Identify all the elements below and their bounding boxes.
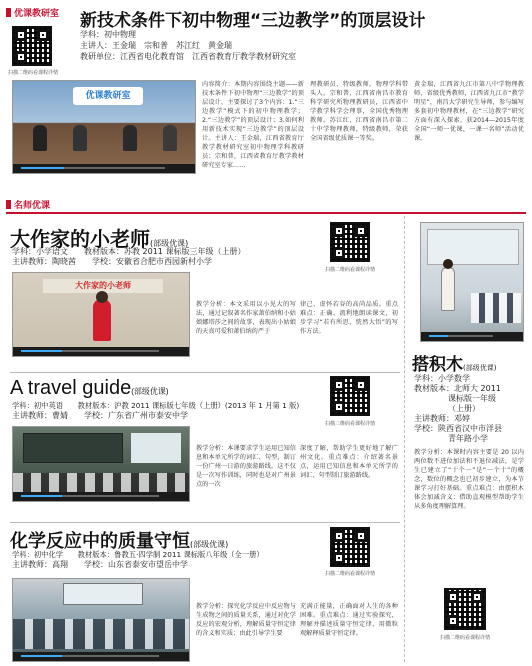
lesson-body-1: 教学分析：本课要求学生运用已知信息和本单元所学的词汇、句型，制订一份广州一日游的旅游路线。这不仅是一次写作训练，同时也是对广州景点的一次 <box>196 445 296 488</box>
article-subject: 学科：初中物理 <box>80 30 136 39</box>
qr-caption: 扫描二维码看课程详情 <box>439 635 490 641</box>
video-thumbnail-jiaoyanshi[interactable] <box>12 80 196 174</box>
lesson-divider <box>10 372 400 373</box>
video-banner-text: 优课教研室 <box>85 91 131 101</box>
lesson-body-1: 教学分析：本文采用以小见大的写法，通过记叙著名作家萧伯纳和小姑娘娜塔莎之间的故事，表现出小姑娘的天真可爱和萧伯纳的严于 <box>196 301 296 335</box>
qr-code[interactable] <box>330 222 370 262</box>
lesson-title-text: 化学反应中的质量守恒 <box>10 531 190 552</box>
lesson-body-2: 深度了解，帮助学生更好地了解广州文化。重点难点：介绍著名景点，运用已知信息和本单元所学的词汇、句型制订旅游路线。 <box>300 445 398 479</box>
lesson-badge: (部级优课) <box>150 239 189 248</box>
qr-code[interactable] <box>330 527 370 567</box>
qr-code[interactable] <box>330 376 370 416</box>
video-player-bar[interactable] <box>13 492 189 501</box>
qr-code[interactable] <box>444 588 486 630</box>
video-player-bar[interactable] <box>13 652 189 661</box>
teacher-head <box>443 259 453 269</box>
lab-screen <box>63 583 143 605</box>
lesson-meta-1: 学科：初中化学 教材版本：鲁教五·四学制 2011 课标版八年级（全一册） <box>12 550 264 559</box>
lesson-meta-1: 学科：小学数学 <box>414 374 470 383</box>
video-player-bar[interactable] <box>13 164 195 173</box>
board-text: 大作家的小老师 <box>43 279 163 293</box>
lesson-title-dajimu <box>412 350 496 375</box>
section-tag-label: 优课教研室 <box>14 9 60 19</box>
lesson-title-text: 搭积木 <box>412 355 463 375</box>
lesson-meta-2: 主讲教师：曹婧 学校：广东省广州市泰安中学 <box>12 411 188 420</box>
presenter-figure <box>73 125 87 151</box>
video-thumbnail-dajimu[interactable] <box>420 222 524 342</box>
video-player-bar[interactable] <box>13 347 189 356</box>
lesson-meta-2: 教材版本：北师大 2011 <box>414 384 501 393</box>
article-hosts: 主讲人：王金瑞 宗和普 苏江红 黄金瑞 <box>80 41 232 50</box>
video-banner <box>73 87 143 105</box>
lesson-meta-2: 主讲教师：高翔 学校：山东省泰安市望岳中学 <box>12 560 188 569</box>
video-player-bar[interactable] <box>421 332 523 341</box>
article-unit: 教研单位：江西省电化教育馆 江西省教育厅教学教材研究室 <box>80 52 296 61</box>
qr-caption: 扫描二维码看课程详情 <box>8 70 59 76</box>
section-tag-label: 名师优课 <box>14 201 51 211</box>
qr-caption: 扫描二维码看课程详情 <box>324 421 375 427</box>
lesson-meta-1: 学科：小学语文 教材版本：苏教 2011 课标版三年级（上册） <box>12 247 246 256</box>
lesson-title-text: 大作家的小老师 <box>10 227 150 251</box>
article-body-col2: 理教研员，特级教师，物理学科带头人。宗和普，江西省南昌市教育科学研究所物理教研员，江西省中学教学科学会理事，全国优秀物理教师。苏江红，江西省南昌市第二十中学物理教师，特级教师，荣获全国省级优质课一等奖。 <box>310 81 408 142</box>
lesson-badge: (部级优课) <box>190 540 229 549</box>
lesson-title-text: A travel guide <box>10 377 132 399</box>
lesson-meta-2: 主讲教师：陶晓茜 学校：安徽省合肥市西园新村小学 <box>12 257 212 266</box>
section-tag-mingshi-youke <box>6 198 526 211</box>
lesson-meta-6: 学校：陕西省汉中市洋县 <box>414 424 502 433</box>
screen <box>131 433 181 463</box>
teacher-head <box>96 291 108 303</box>
lesson-divider <box>10 522 400 523</box>
lesson-title-travel-guide <box>10 377 169 400</box>
lesson-meta-3: 课标版一年级 <box>448 394 496 403</box>
qr-caption: 扫描二维码看课程详情 <box>324 571 375 577</box>
presenter-figure <box>163 125 177 151</box>
video-thumbnail-travel-guide[interactable] <box>12 426 190 502</box>
classroom-board <box>427 229 519 265</box>
presenter-figure <box>123 125 137 151</box>
presenter-figure <box>33 125 47 151</box>
lesson-body-1: 教学分析：探究化学反应中反应物与生成物之间的质量关系，通过对化学反应的宏观分析，理解质量守恒定律的含义和实质；由此引导学生要 <box>196 603 296 637</box>
student-row <box>13 619 190 649</box>
lesson-meta-1: 学科：初中英语 教材版本：沪教 2011 课标版七年级（上册）(2013 年 1 月第 1 版) <box>12 401 300 410</box>
column-divider <box>404 216 405 662</box>
section-marker <box>6 200 11 209</box>
lesson-body-2: 充满正能量，正确面对人生的各种困难。重点难点：通过实验探究，理解并描述质量守恒定律，用微粒观解释质量守恒定律。 <box>300 603 398 637</box>
video-thumbnail-dazuojia[interactable] <box>12 272 190 357</box>
qr-code[interactable] <box>12 26 52 66</box>
teacher-figure <box>441 267 455 311</box>
section-marker <box>6 8 11 17</box>
lesson-badge: (部级优课) <box>463 364 497 372</box>
qr-caption: 扫描二维码看课程详情 <box>324 267 375 273</box>
lesson-meta-7: 青年路小学 <box>448 434 488 443</box>
lesson-badge: (部级优课) <box>131 387 169 396</box>
article-body-col1: 内容简介：本期内容围绕主题——新技术条件下初中物理“三边教学”的顶层设计，主要探讨了3个内容：1.“三边教学”模式下的初中物理教学；2.“三边教学”的顶层设计；3.如何利用新技术实现“三边教学”的顶层设计。主讲人：王金瑞，江西省教育厅教学教材研究室初中物理学科教研员；宗和普，江西省教育厅教学教材研究室专家…… <box>202 81 304 169</box>
video-thumbnail-zhiliang[interactable] <box>12 578 190 662</box>
lesson-meta-4: （上册） <box>448 404 480 413</box>
lesson-body-2: 律己、虚怀若谷的高尚品质。重点难点：正确、流利地朗读课文，初步学习“若有所思、恍然大悟”的写作方法。 <box>300 301 398 335</box>
lesson-meta-5: 主讲教师：邓婷 <box>414 414 470 423</box>
article-body-col3: 黄金瑞，江西省九江市第八中学物理教师，省级优秀教师，江西省九江市“教学明星”，南昌大学研究生导师，参与编写多套初中物理教材，在“三边教学”研究方面有深入探索，获2014—2015年度全国“一师一优课、一课一名师”活动优课。 <box>414 81 524 142</box>
section-rule <box>6 212 526 214</box>
student-group <box>471 293 521 323</box>
lesson-body: 教学分析：本课时内容主要是 20 以内两位数不进位加法和不退位减法，是学生已建立了“十个一”是“一个十”的概念，数位的概念也已初步建立，为本节课学习打好基础。重点难点：由摆积木体会加减含义；借助直观模型帮助学生从多角度理解算理。 <box>414 449 524 510</box>
classroom-board <box>23 433 123 463</box>
article-title: 新技术条件下初中物理“三边教学”的顶层设计 <box>80 11 426 31</box>
teacher-figure <box>93 299 111 341</box>
section-tag-youke-jiaoyanshi <box>6 6 64 19</box>
